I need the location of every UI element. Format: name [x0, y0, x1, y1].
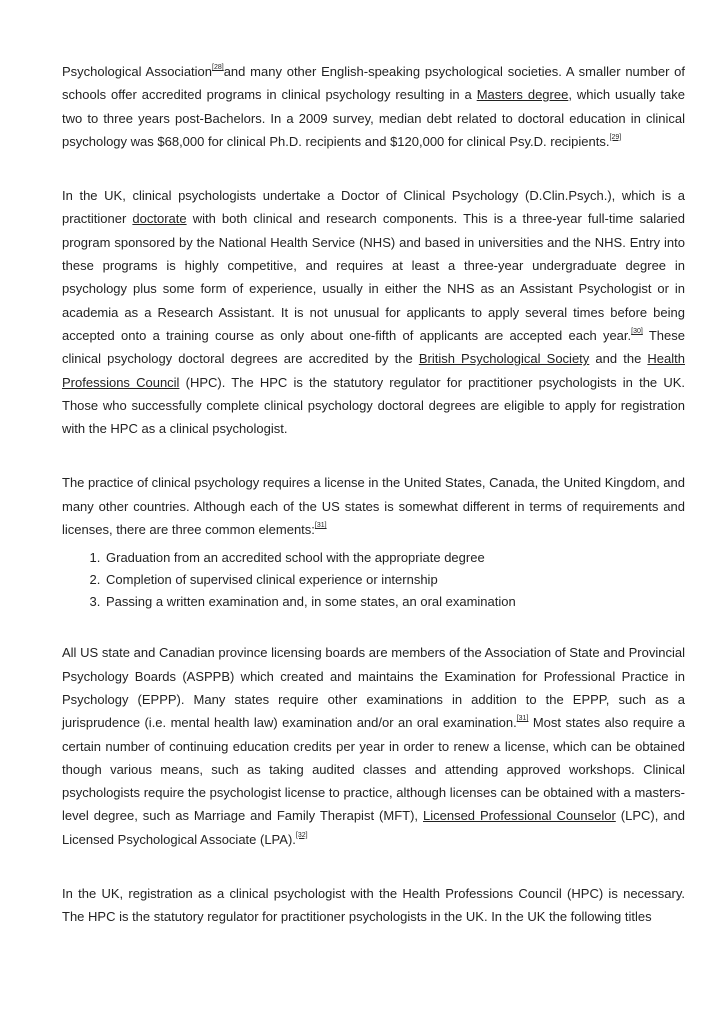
link-licensed-professional-counselor[interactable]: Licensed Professional Counselor	[423, 808, 616, 824]
paragraph-spacer	[62, 851, 685, 882]
text: Psychological Association	[62, 64, 213, 79]
document-page	[62, 60, 685, 929]
text: The practice of clinical psychology requires a license in the United States, Canada, the United Kingdom, and many other countries. Although each of the US states is somewhat different in terms of requirements and licenses, there are three common elements:	[62, 475, 685, 538]
text: and many other English-speaking psychological societies. A smaller number of schools offer accredited programs in clinical psychology resulting in a	[62, 64, 686, 103]
paragraph-boards	[62, 641, 685, 851]
text: (LPC), and Licensed Psychological Associate (LPA).	[62, 808, 685, 847]
text: In the UK, registration as a clinical psychologist with the Health Professions Council (HPC) is necessary. The HPC is the statutory regulator for practitioner psychologists in the UK. In the UK the following titles	[62, 886, 685, 925]
text: In the UK, clinical psychologists undertake a Doctor of Clinical Psychology (D.Clin.Psych.), which is a practitioner	[62, 188, 685, 227]
paragraph-accreditation	[62, 60, 685, 153]
link-masters-degree[interactable]: Masters degree	[476, 87, 569, 103]
link-british-psychological-society[interactable]: British Psychological Society	[418, 351, 590, 367]
paragraph-uk-training	[62, 184, 685, 440]
text: with both clinical and research components. This is a three-year full-time salaried program sponsored by the National Health Service (NHS) and based in universities and the NHS. Entry into these programs is highly competitive, and requires at least a three-year undergraduate degree in psychology plus some form of experience, usually in either the NHS as an Assistant Psychologist or in academia as a Research Assistant. It is not unusual for applicants to apply several times before being accepted onto a training course as only about one-fifth of applicants are accepted each year.	[62, 211, 686, 343]
text: and the	[589, 351, 648, 367]
text: These clinical psychology doctoral degrees are accredited by the	[62, 327, 685, 367]
text: All US state and Canadian province licensing boards are members of the Association of State and Provincial Psychology Boards (ASPPB) which created and maintains the Examination for Professional Practice in Psychology (EPPP). Many states require other examinations in addition to the EPPP, such as a jurisprudence (i.e. mental health law) examination and/or an oral examination.	[62, 645, 685, 731]
text: , which usually take two to three years post-Bachelors. In a 2009 survey, median debt related to doctoral education in clinical psychology was $68,000 for clinical Ph.D. recipients and $120,000 for clinical Psy.D. recipients.	[62, 87, 685, 149]
citation-30[interactable]: [30]	[631, 327, 643, 335]
citation-31[interactable]: [31]	[516, 715, 529, 723]
link-health-professions-council[interactable]: Health Professions Council	[62, 351, 685, 390]
list-item: 3. Passing a written examination and, in some states, an oral examination	[104, 591, 685, 613]
paragraph-licensing	[62, 471, 685, 541]
paragraph-spacer	[62, 440, 685, 471]
citation-31[interactable]: [31]	[314, 522, 327, 530]
text: (HPC). The HPC is the statutory regulator for practitioner psychologists in the UK. Those who successfully complete clinical psychology doctoral degrees are eligible to apply for registration with the HPC as a clinical psychologist.	[62, 374, 685, 437]
licensing-requirements-list	[62, 547, 685, 613]
paragraph-uk-registration	[62, 882, 685, 929]
paragraph-spacer	[62, 153, 685, 184]
list-item: 2. Completion of supervised clinical experience or internship	[104, 569, 685, 591]
list-item: 1. Graduation from an accredited school with the appropriate degree	[104, 547, 685, 569]
link-doctorate[interactable]: doctorate	[132, 211, 187, 227]
citation-28[interactable]: [28]	[212, 64, 224, 71]
citation-29[interactable]: [29]	[609, 133, 622, 141]
citation-32[interactable]: [32]	[295, 831, 308, 839]
paragraph-spacer	[62, 613, 685, 641]
text: Most states also require a certain number of continuing education credits per year in order to renew a license, which can be obtained though various means, such as taking audited classes and attending approved workshops. Clinical psychologists require the psychologist license to practice, although licenses can be obtained with a masters-level degree, such as Marriage and Family Therapist (MFT),	[62, 715, 685, 824]
